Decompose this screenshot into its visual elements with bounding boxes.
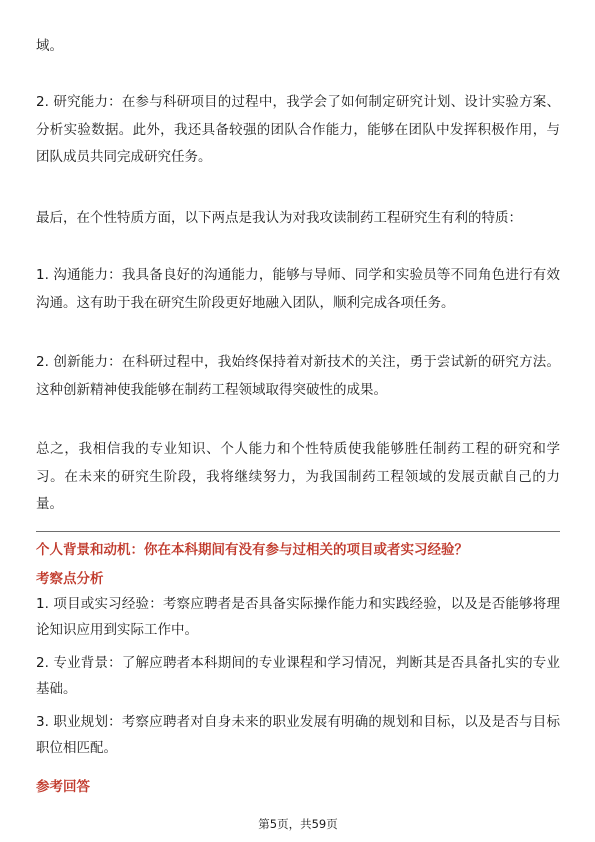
paragraph-innovation-ability: 2. 创新能力：在科研过程中，我始终保持着对新技术的关注，勇于尝试新的研究方法。这种创新精神使我能够在制药工程领域取得突破性的成果。 bbox=[36, 354, 560, 398]
analysis-heading: 考察点分析 bbox=[36, 571, 104, 587]
paragraph-conclusion: 总之，我相信我的专业知识、个人能力和个性特质使我能够胜任制药工程的研究和学习。在未来的研究生阶段，我将继续努力，为我国制药工程领域的发展贡献自己的力量。 bbox=[36, 441, 560, 512]
paragraph-communication-ability: 1. 沟通能力：我具备良好的沟通能力，能够与导师、同学和实验员等不同角色进行有效沟通。这有助于我在研究生阶段更好地融入团队，顺利完成各项任务。 bbox=[36, 267, 560, 311]
page-number: 第5页，共59页 bbox=[258, 817, 338, 831]
paragraph-continuation: 域。 bbox=[36, 38, 63, 54]
paragraph-research-ability: 2. 研究能力：在参与科研项目的过程中，我学会了如何制定研究计划、设计实验方案、分析实验数据。此外，我还具备较强的团队合作能力，能够在团队中发挥积极作用，与团队成员共同完成研究任务。 bbox=[36, 94, 560, 165]
answer-heading: 参考回答 bbox=[36, 779, 90, 795]
document-page bbox=[36, 0, 560, 842]
analysis-point: 3. 职业规划：考察应聘者对自身未来的职业发展有明确的规划和目标，以及是否与目标职位相匹配。 bbox=[36, 714, 560, 756]
analysis-point: 1. 项目或实习经验：考察应聘者是否具备实际操作能力和实践经验，以及是否能够将理论知识应用到实际工作中。 bbox=[36, 596, 560, 638]
paragraph-personality-intro: 最后，在个性特质方面，以下两点是我认为对我攻读制药工程研究生有利的特质： bbox=[36, 210, 522, 226]
analysis-point: 2. 专业背景：了解应聘者本科期间的专业课程和学习情况，判断其是否具备扎实的专业基础。 bbox=[36, 655, 560, 697]
question-title: 个人背景和动机：你在本科期间有没有参与过相关的项目或者实习经验？ bbox=[36, 542, 468, 558]
section-divider bbox=[36, 531, 560, 532]
